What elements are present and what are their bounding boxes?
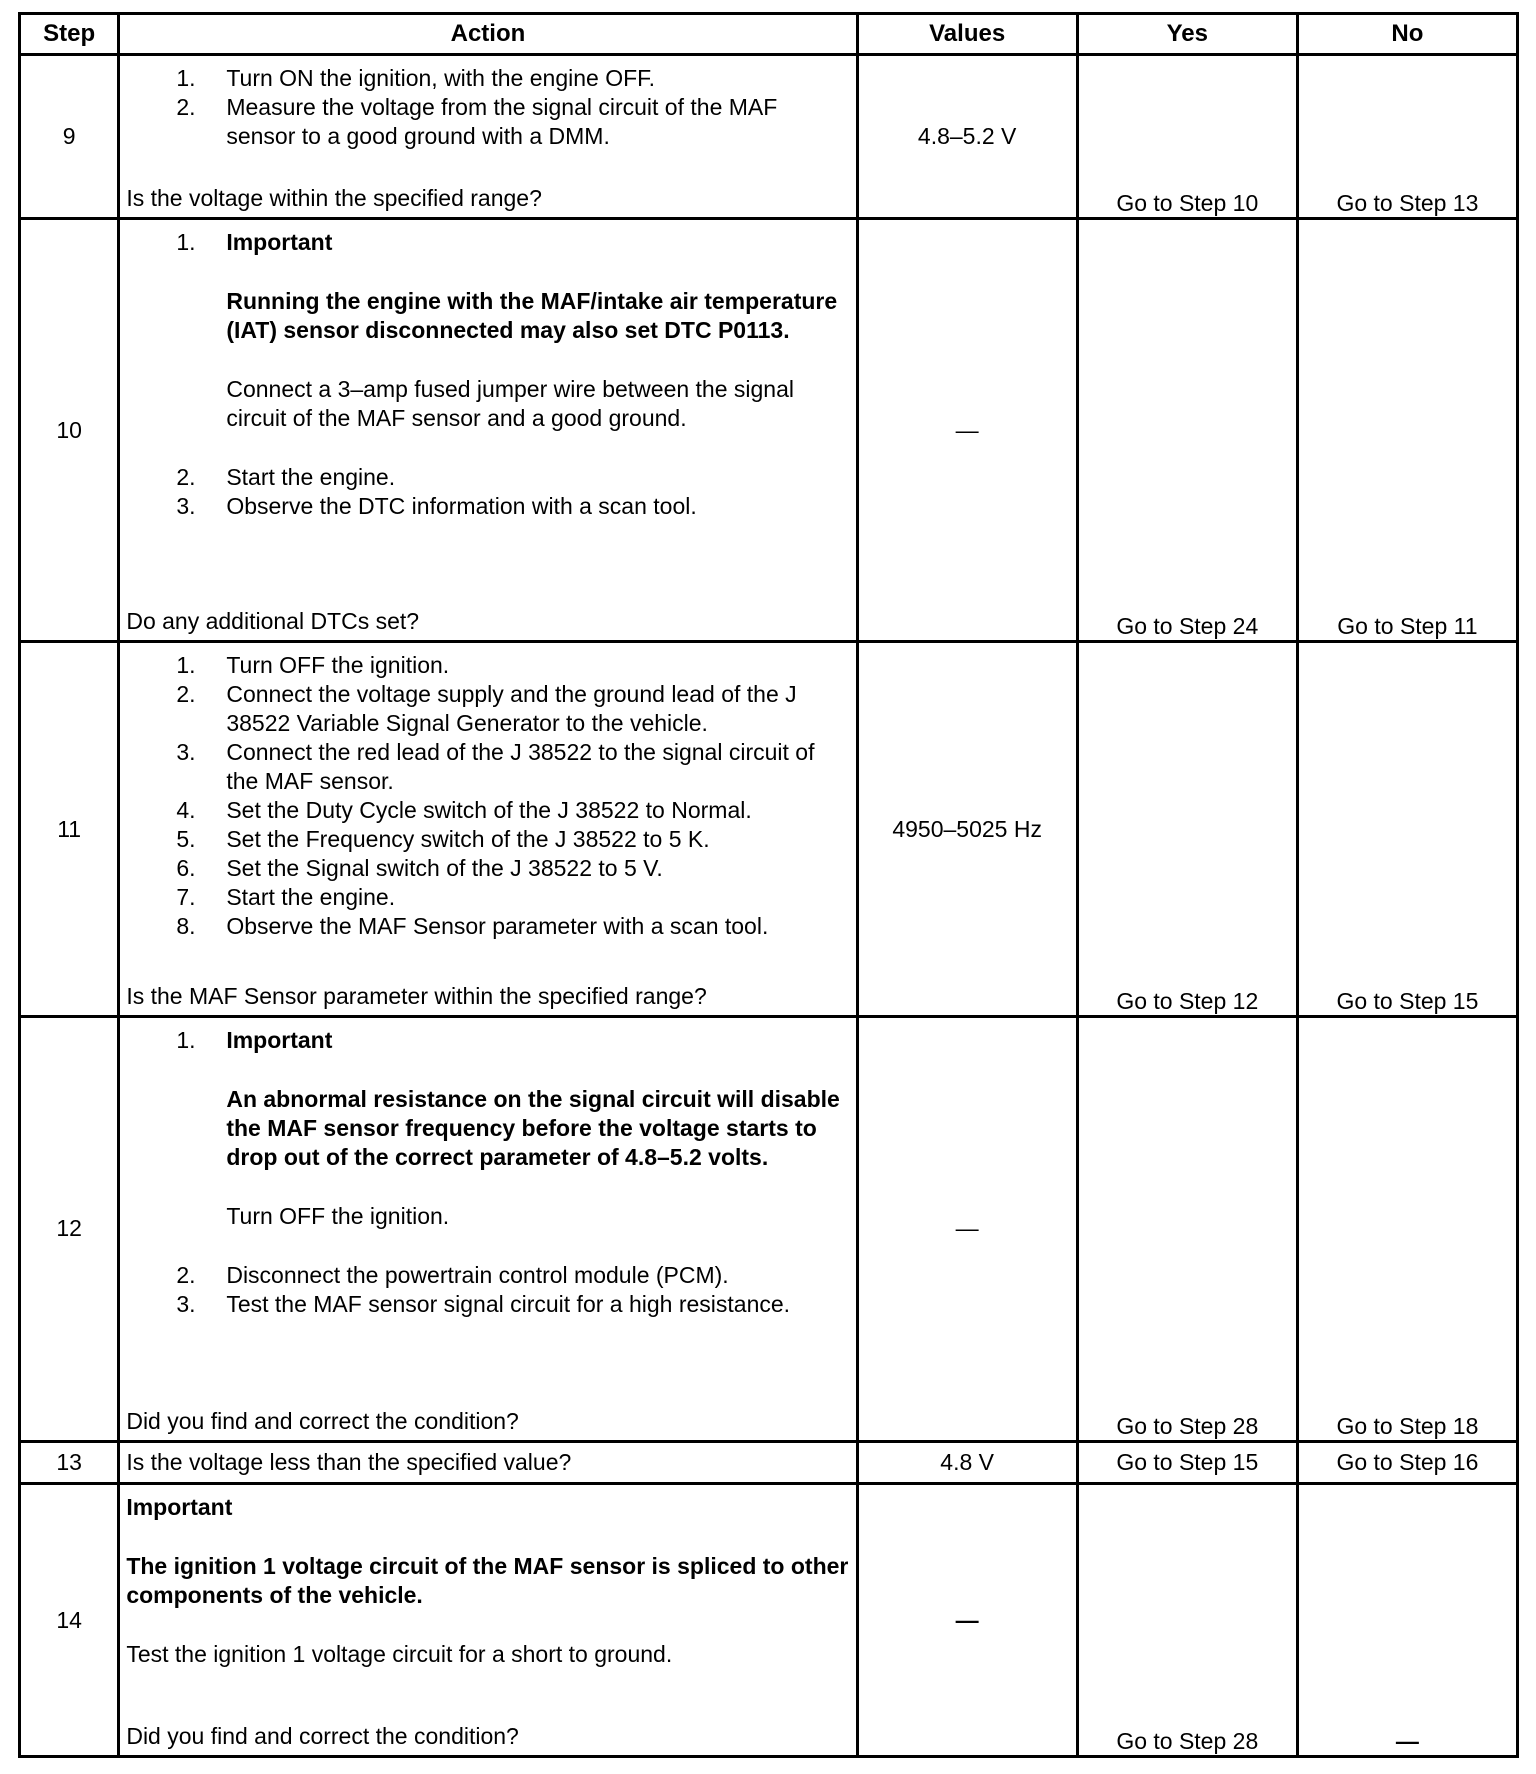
step-number: 11 <box>20 642 119 1017</box>
value-cell: — <box>857 1017 1077 1441</box>
action-item: Test the ignition 1 voltage circuit for a short to ground. <box>126 1641 673 1668</box>
action-question: Do any additional DTCs set? <box>126 608 420 635</box>
action-cell <box>119 642 857 1017</box>
header-row <box>20 14 1518 55</box>
action-question: Is the MAF Sensor parameter within the specified range? <box>126 983 707 1010</box>
table-row-step-10 <box>20 218 1518 641</box>
step-number: 14 <box>20 1484 119 1757</box>
action-question: Did you find and correct the condition? <box>126 1407 519 1434</box>
yes-cell: Go to Step 28 <box>1077 1484 1297 1757</box>
action-item: 8. Observe the MAF Sensor parameter with a scan tool. <box>176 913 769 940</box>
header-values: Values <box>857 14 1077 55</box>
action-item: 5. Set the Frequency switch of the J 38522 to 5 K. <box>176 826 710 853</box>
step-number: 9 <box>20 55 119 219</box>
diagnostic-table <box>18 12 1519 1758</box>
action-item: 7. Start the engine. <box>176 884 396 911</box>
action-item: 2. Disconnect the powertrain control module (PCM). <box>176 1262 729 1289</box>
action-cell <box>119 55 857 219</box>
no-cell: Go to Step 13 <box>1297 55 1517 219</box>
action-item: 4. Set the Duty Cycle switch of the J 38522 to Normal. <box>176 797 752 824</box>
action-item: 3. Test the MAF sensor signal circuit for a high resistance. <box>176 1291 791 1318</box>
important-note: Running the engine with the MAF/intake air temperature (IAT) sensor disconnected may also set DTC P0113. <box>226 287 838 343</box>
value-cell: 4.8–5.2 V <box>857 55 1077 219</box>
header-yes: Yes <box>1077 14 1297 55</box>
action-item: 2. Start the engine. <box>176 463 396 490</box>
yes-cell: Go to Step 12 <box>1077 642 1297 1017</box>
action-question: Is the voltage within the specified range? <box>126 184 542 211</box>
header-no: No <box>1297 14 1517 55</box>
action-question: Is the voltage less than the specified value? <box>126 1448 572 1475</box>
value-cell: 4.8 V <box>857 1441 1077 1484</box>
action-cell: 1. Important Running the engine with the MAF/intake air temperature (IAT) sensor disconnected may also set DTC P0113. Connect a 3–amp fused jumper wire between the signal circuit of the MAF sensor and a good ground. 2. Start the engine. 3. Observe the DTC information with a scan tool. Do any additional DTCs set? <box>119 218 857 641</box>
action-item: 3. Connect the red lead of the J 38522 to the signal circuit of the MAF sensor. <box>176 739 815 795</box>
action-item: 3. Observe the DTC information with a scan tool. <box>176 492 697 519</box>
no-cell: Go to Step 15 <box>1297 642 1517 1017</box>
no-cell: Go to Step 18 <box>1297 1017 1517 1441</box>
yes-cell: Go to Step 15 <box>1077 1441 1297 1484</box>
action-item: 2. Connect the voltage supply and the ground lead of the J 38522 Variable Signal Generator to the vehicle. <box>176 681 797 737</box>
action-item: 1. Turn OFF the ignition. <box>176 652 450 679</box>
important-label: Important <box>126 1494 233 1521</box>
action-item: Connect a 3–amp fused jumper wire between the signal circuit of the MAF sensor and a good ground. <box>226 375 794 431</box>
step-number: 12 <box>20 1017 119 1441</box>
no-cell: — <box>1297 1484 1517 1757</box>
action-cell <box>119 1484 857 1757</box>
action-cell <box>119 1441 857 1484</box>
value-cell: — <box>857 1484 1077 1757</box>
action-item: 2. Measure the voltage from the signal circuit of the MAF sensor to a good ground with a DMM. <box>176 94 778 149</box>
table-row-step-12 <box>20 1017 1518 1441</box>
value-cell: — <box>857 218 1077 641</box>
step-number: 10 <box>20 218 119 641</box>
yes-cell: Go to Step 24 <box>1077 218 1297 641</box>
yes-cell: Go to Step 10 <box>1077 55 1297 219</box>
header-action: Action <box>119 14 857 55</box>
table-row-step-9 <box>20 55 1518 219</box>
no-cell: Go to Step 16 <box>1297 1441 1517 1484</box>
action-item: 6. Set the Signal switch of the J 38522 to 5 V. <box>176 855 663 882</box>
table-row-step-11 <box>20 642 1518 1017</box>
action-item: 1. Turn ON the ignition, with the engine OFF. <box>176 65 656 91</box>
value-cell: 4950–5025 Hz <box>857 642 1077 1017</box>
table-row-step-14 <box>20 1484 1518 1757</box>
header-step: Step <box>20 14 119 55</box>
action-cell: 1. Important An abnormal resistance on the signal circuit will disable the MAF sensor frequency before the voltage starts to drop out of the correct parameter of 4.8–5.2 volts. Turn OFF the ignition. 2. Disconnect the powertrain control module (PCM). 3. Test the MAF sensor signal circuit for a high resistance. Did you find and correct the condition? <box>119 1017 857 1441</box>
important-label: Important <box>226 1027 333 1054</box>
action-item: Turn OFF the ignition. <box>226 1203 450 1230</box>
no-cell: Go to Step 11 <box>1297 218 1517 641</box>
important-note: The ignition 1 voltage circuit of the MAF sensor is spliced to other components of the vehicle. <box>126 1553 849 1609</box>
table-row-step-13 <box>20 1441 1518 1484</box>
important-label: Important <box>226 228 333 255</box>
yes-cell: Go to Step 28 <box>1077 1017 1297 1441</box>
action-question: Did you find and correct the condition? <box>126 1723 519 1749</box>
step-number: 13 <box>20 1441 119 1484</box>
important-note: An abnormal resistance on the signal circuit will disable the MAF sensor frequency before the voltage starts to drop out of the correct parameter of 4.8–5.2 volts. <box>226 1086 840 1171</box>
